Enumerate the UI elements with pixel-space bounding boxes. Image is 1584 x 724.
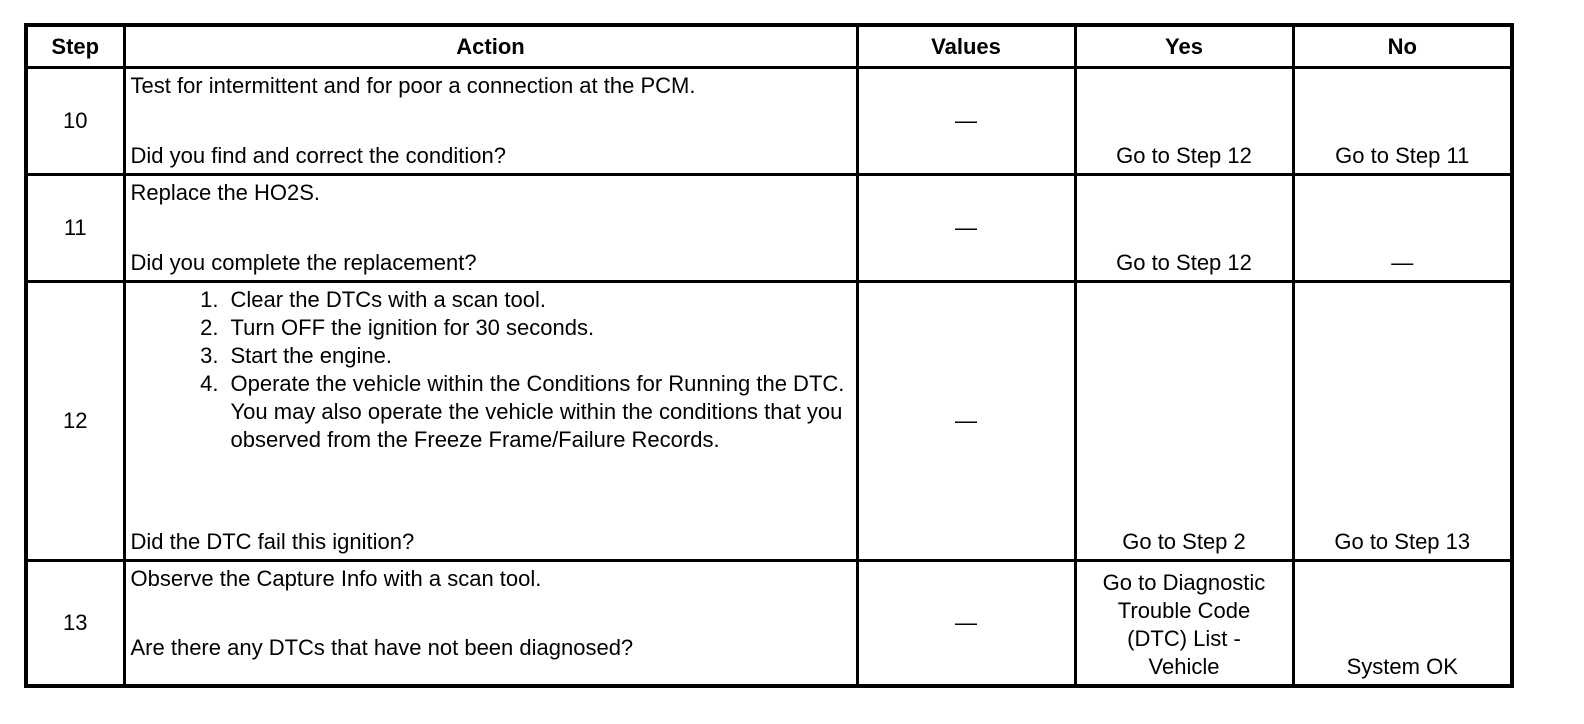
header-values: Values bbox=[857, 25, 1075, 68]
no-outcome: — bbox=[1293, 175, 1512, 282]
action-question: Did the DTC fail this ignition? bbox=[130, 529, 415, 554]
no-outcome: Go to Step 11 bbox=[1293, 68, 1512, 175]
procedure-text: Operate the vehicle within the Conditions for Running the DTC. You may also operate the vehicle within the conditions that you observed from the Freeze Frame/Failure Records. bbox=[230, 371, 845, 452]
yes-outcome: Go to Step 12 bbox=[1075, 175, 1293, 282]
procedure-number: 3. bbox=[200, 343, 219, 368]
step-number: 13 bbox=[26, 561, 124, 687]
yes-outcome-line: Trouble Code bbox=[1117, 598, 1251, 623]
action-cell bbox=[124, 68, 857, 175]
table-row bbox=[26, 175, 1512, 282]
action-question: Did you find and correct the condition? bbox=[130, 143, 506, 168]
procedure-text: Clear the DTCs with a scan tool. bbox=[230, 287, 546, 312]
procedure-item bbox=[189, 314, 850, 342]
header-step: Step bbox=[26, 25, 124, 68]
action-question: Did you complete the replacement? bbox=[130, 250, 477, 275]
procedure-text: Turn OFF the ignition for 30 seconds. bbox=[230, 315, 595, 340]
header-yes: Yes bbox=[1075, 25, 1293, 68]
no-outcome: Go to Step 13 bbox=[1293, 282, 1512, 561]
table-row bbox=[26, 68, 1512, 175]
procedure-item bbox=[189, 342, 850, 370]
header-no: No bbox=[1293, 25, 1512, 68]
step-number: 12 bbox=[26, 282, 124, 561]
yes-outcome-line: (DTC) List - bbox=[1127, 626, 1241, 651]
no-outcome: System OK bbox=[1293, 561, 1512, 687]
diagnostic-table bbox=[24, 23, 1514, 688]
yes-outcome: Go to Step 2 bbox=[1075, 282, 1293, 561]
action-instruction: Replace the HO2S. bbox=[130, 180, 321, 205]
action-cell bbox=[124, 282, 857, 561]
values-cell: — bbox=[857, 175, 1075, 282]
procedure-number: 4. bbox=[200, 371, 219, 396]
yes-outcome: Go to Step 12 bbox=[1075, 68, 1293, 175]
table-row bbox=[26, 282, 1512, 561]
header-row bbox=[26, 25, 1512, 68]
procedure-text: Start the engine. bbox=[230, 343, 392, 368]
table-row bbox=[26, 561, 1512, 687]
step-number: 10 bbox=[26, 68, 124, 175]
procedure-number: 2. bbox=[200, 315, 219, 340]
yes-outcome bbox=[1075, 561, 1293, 687]
action-instruction: Test for intermittent and for poor a connection at the PCM. bbox=[130, 73, 696, 98]
yes-outcome-line: Go to Diagnostic bbox=[1102, 570, 1266, 595]
values-cell: — bbox=[857, 561, 1075, 687]
procedure-item bbox=[189, 286, 850, 314]
values-cell: — bbox=[857, 282, 1075, 561]
step-number: 11 bbox=[26, 175, 124, 282]
values-cell: — bbox=[857, 68, 1075, 175]
action-cell bbox=[124, 175, 857, 282]
action-instruction: Observe the Capture Info with a scan tool. bbox=[130, 566, 542, 591]
procedure-number: 1. bbox=[200, 287, 219, 312]
action-question: Are there any DTCs that have not been diagnosed? bbox=[130, 635, 634, 660]
procedure-list bbox=[131, 286, 850, 454]
yes-outcome-line: Vehicle bbox=[1148, 654, 1220, 679]
procedure-item bbox=[189, 370, 850, 454]
header-action: Action bbox=[124, 25, 857, 68]
action-cell bbox=[124, 561, 857, 687]
